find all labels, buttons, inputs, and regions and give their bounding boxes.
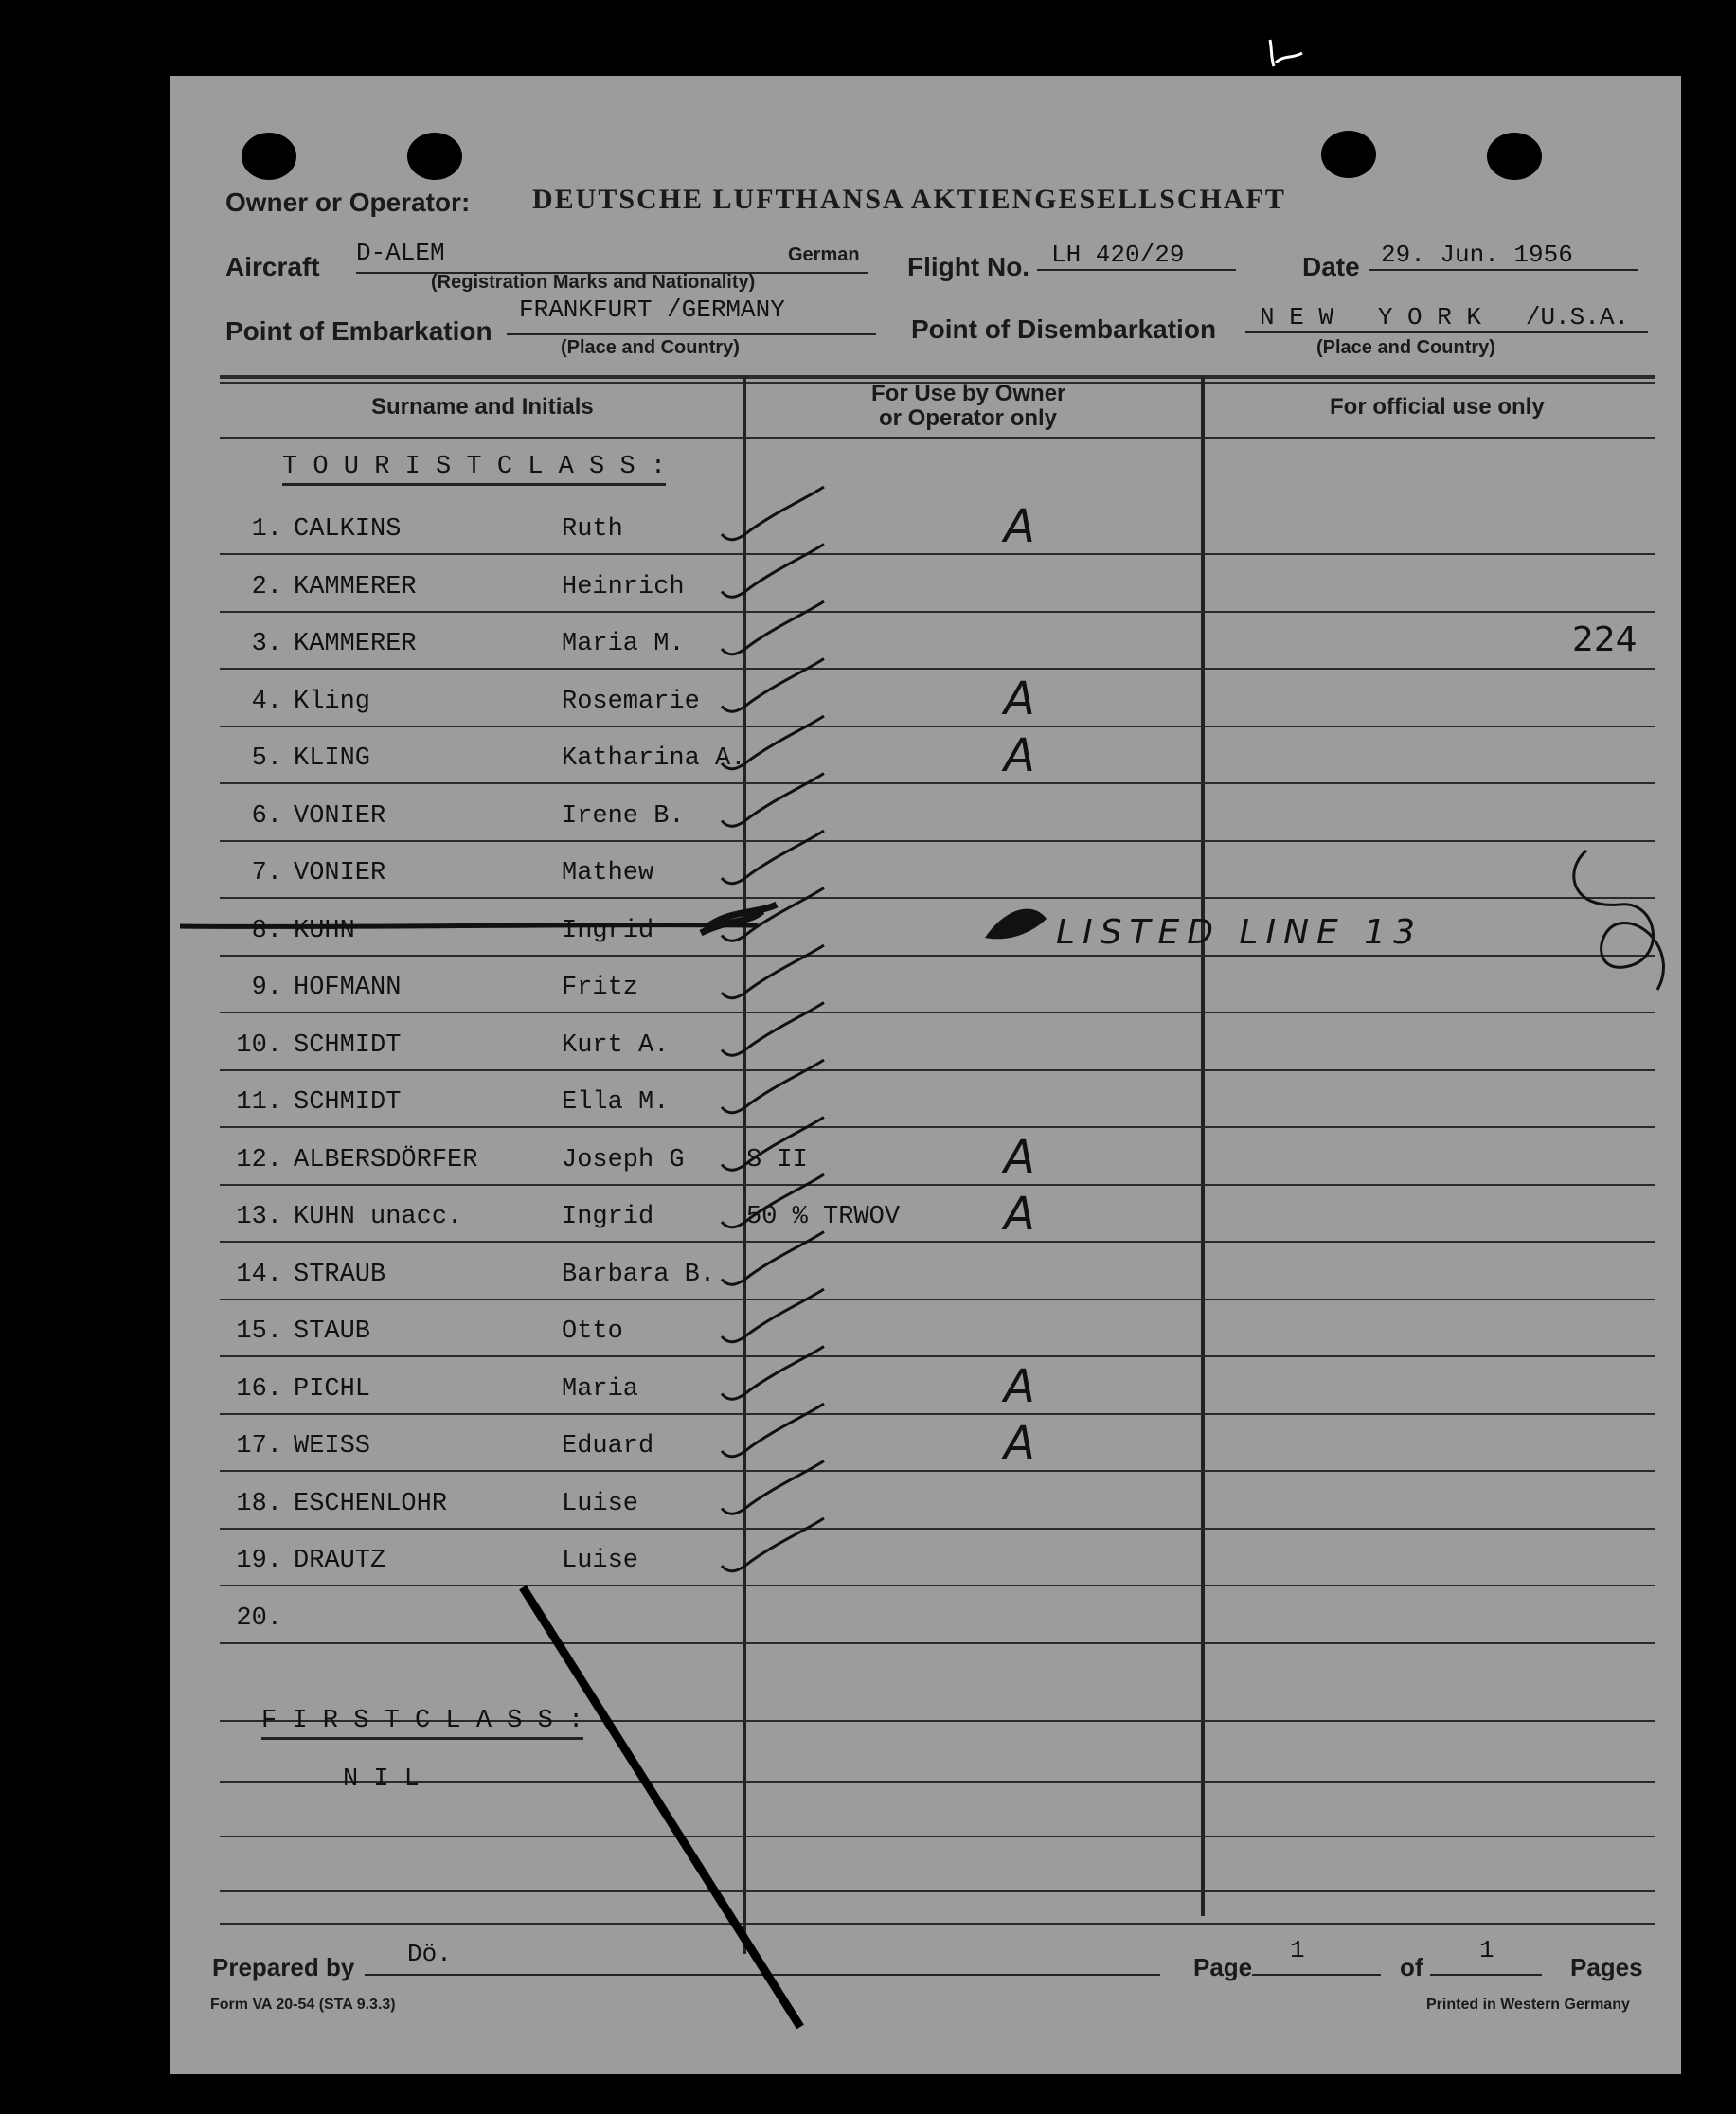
row-rule xyxy=(220,1585,1655,1586)
row-number: 12. xyxy=(236,1145,282,1174)
row-surname: SCHMIDT xyxy=(294,1030,402,1060)
row-surname: CALKINS xyxy=(294,515,402,544)
prepared-value: Dö. xyxy=(407,1940,452,1968)
table-row xyxy=(170,1359,1681,1413)
row-surname: HOFMANN xyxy=(294,974,402,1002)
embark-value: FRANKFURT /GERMANY xyxy=(519,296,785,324)
row-number: 20. xyxy=(236,1603,282,1633)
blank-rule xyxy=(220,1781,1655,1783)
table-top-rule xyxy=(220,375,1655,379)
row-given-name: Barbara B. xyxy=(562,1260,716,1289)
row-rule xyxy=(220,1299,1655,1300)
row-given-name: Mathew xyxy=(562,859,654,887)
row-rule xyxy=(220,782,1655,784)
disembark-underline xyxy=(1245,331,1648,333)
row-surname: PICHL xyxy=(294,1374,371,1404)
row-rule xyxy=(220,897,1655,899)
blank-rule xyxy=(220,1836,1655,1837)
row-handwritten-mark: A xyxy=(1004,500,1035,553)
row-number: 6. xyxy=(251,801,282,831)
row-given-name: Luise xyxy=(562,1547,639,1575)
row-given-name: Ella M. xyxy=(562,1088,670,1117)
row-owner-note: S II xyxy=(746,1145,808,1174)
aircraft-caption: (Registration Marks and Nationality) xyxy=(431,272,756,293)
disembark-value: N E W Y O R K /U.S.A. xyxy=(1260,303,1630,331)
row-given-name: Irene B. xyxy=(562,801,685,831)
table-row xyxy=(170,1130,1681,1184)
of-label: of xyxy=(1400,1953,1423,1981)
row-given-name: Luise xyxy=(562,1489,639,1518)
column-header-owner-2: or Operator only xyxy=(879,405,1058,431)
printed-note: Printed in Western Germany xyxy=(1426,1997,1630,2013)
row-rule xyxy=(220,1355,1655,1357)
row-number: 4. xyxy=(251,687,282,716)
row-given-name: Ingrid xyxy=(562,1203,654,1231)
row-number: 14. xyxy=(236,1260,282,1289)
section-tourist-class: T O U R I S T C L A S S : xyxy=(282,453,666,486)
row-rule xyxy=(220,553,1655,555)
pages-label: Pages xyxy=(1570,1953,1643,1981)
embark-underline xyxy=(507,333,876,335)
table-row xyxy=(170,974,1681,1012)
row-surname: ALBERSDÖRFER xyxy=(294,1145,478,1174)
row-rule xyxy=(220,726,1655,727)
row-surname: KAMMERER xyxy=(294,572,417,601)
aircraft-label: Aircraft xyxy=(225,252,320,281)
row-rule xyxy=(220,1241,1655,1243)
row-rule xyxy=(220,840,1655,842)
row-number: 2. xyxy=(251,572,282,601)
prepared-underline xyxy=(365,1974,1160,1976)
row-number: 17. xyxy=(236,1432,282,1460)
row-number: 13. xyxy=(236,1203,282,1231)
row-given-name: Joseph G xyxy=(562,1145,685,1174)
row-given-name: Kurt A. xyxy=(562,1030,670,1060)
table-row xyxy=(170,1604,1681,1642)
row-given-name: Katharina A. xyxy=(562,744,746,773)
table-row xyxy=(170,1490,1681,1528)
punch-hole xyxy=(1487,133,1542,180)
table-row xyxy=(170,912,1681,955)
row-surname: SCHMIDT xyxy=(294,1088,402,1117)
table-row xyxy=(170,672,1681,726)
flight-value: LH 420/29 xyxy=(1051,241,1185,269)
flight-label: Flight No. xyxy=(907,252,1030,281)
date-label: Date xyxy=(1302,252,1360,281)
row-given-name: Ruth xyxy=(562,515,623,544)
row-handwritten-mark: A xyxy=(1004,1188,1035,1241)
table-row xyxy=(170,1547,1681,1585)
column-header-surname: Surname and Initials xyxy=(371,394,594,420)
row-surname: DRAUTZ xyxy=(294,1547,386,1575)
row-surname: ESCHENLOHR xyxy=(294,1489,448,1518)
blank-rule xyxy=(220,1890,1655,1892)
section-first-class: F I R S T C L A S S : xyxy=(261,1707,583,1740)
form-id: Form VA 20-54 (STA 9.3.3) xyxy=(210,1997,396,2013)
row-surname: WEISS xyxy=(294,1432,371,1460)
row-number: 10. xyxy=(236,1030,282,1060)
column-header-owner-1: For Use by Owner xyxy=(871,381,1066,406)
row-given-name: Fritz xyxy=(562,974,639,1002)
page-underline xyxy=(1252,1974,1381,1976)
row-number: 19. xyxy=(236,1547,282,1575)
row-number: 16. xyxy=(236,1374,282,1404)
row-handwritten-mark: LISTED LINE 13 xyxy=(1056,912,1423,952)
row-handwritten-mark: A xyxy=(1004,1359,1035,1413)
row-rule xyxy=(220,611,1655,613)
row-number: 9. xyxy=(251,974,282,1002)
row-given-name: Heinrich xyxy=(562,572,685,601)
first-class-nil: N I L xyxy=(343,1765,421,1794)
punch-hole xyxy=(242,133,296,180)
row-given-name: Otto xyxy=(562,1317,623,1346)
row-surname: KAMMERER xyxy=(294,630,417,658)
row-rule xyxy=(220,1470,1655,1472)
row-number: 8. xyxy=(251,916,282,945)
disembark-label: Point of Disembarkation xyxy=(911,314,1217,344)
handwritten-scan-mark xyxy=(1264,38,1321,70)
row-surname: VONIER xyxy=(294,801,386,831)
row-surname: STAUB xyxy=(294,1317,371,1346)
table-row xyxy=(170,1317,1681,1355)
row-rule xyxy=(220,1642,1655,1644)
owner-value: DEUTSCHE LUFTHANSA AKTIENGESELLSCHAFT xyxy=(532,184,1286,215)
row-surname: KUHN unacc. xyxy=(294,1203,463,1231)
table-row xyxy=(170,802,1681,840)
row-number: 3. xyxy=(251,630,282,658)
row-number: 18. xyxy=(236,1489,282,1518)
embark-caption: (Place and Country) xyxy=(561,337,740,358)
page-value: 1 xyxy=(1290,1936,1305,1964)
punch-hole xyxy=(407,133,462,180)
prepared-label: Prepared by xyxy=(212,1953,355,1981)
row-handwritten-mark: A xyxy=(1004,1417,1035,1470)
blank-rule xyxy=(220,1923,1655,1925)
aircraft-value: D-ALEM xyxy=(356,239,445,267)
row-surname: VONIER xyxy=(294,859,386,887)
pages-value: 1 xyxy=(1479,1936,1494,1964)
table-row xyxy=(170,859,1681,897)
row-number: 7. xyxy=(251,859,282,887)
row-given-name: Maria M. xyxy=(562,630,685,658)
table-row xyxy=(170,1088,1681,1126)
large-diagonal-stroke xyxy=(523,1587,800,2027)
owner-label: Owner or Operator: xyxy=(225,188,471,217)
aircraft-nationality: German xyxy=(788,244,860,265)
manifest-sheet xyxy=(170,76,1681,2074)
row-number: 5. xyxy=(251,744,282,773)
row-surname: Kling xyxy=(294,687,371,716)
table-row xyxy=(170,1031,1681,1069)
row-number: 11. xyxy=(236,1088,282,1117)
row-handwritten-mark: A xyxy=(1004,672,1035,726)
page-label: Page xyxy=(1193,1953,1253,1981)
table-row xyxy=(170,500,1681,553)
row-rule xyxy=(220,1184,1655,1186)
row-surname: STRAUB xyxy=(294,1260,386,1289)
row-given-name: Ingrid xyxy=(562,916,654,945)
header-bottom-rule xyxy=(220,437,1655,439)
date-value: 29. Jun. 1956 xyxy=(1381,241,1573,269)
punch-hole xyxy=(1321,131,1376,178)
column-header-official: For official use only xyxy=(1330,394,1545,420)
disembark-caption: (Place and Country) xyxy=(1316,337,1495,358)
table-row xyxy=(170,729,1681,782)
row-rule xyxy=(220,1126,1655,1128)
pages-underline xyxy=(1430,1974,1542,1976)
row-official-note: 224 xyxy=(1572,620,1638,659)
flight-underline xyxy=(1037,269,1236,271)
table-row xyxy=(170,1261,1681,1299)
row-rule xyxy=(220,668,1655,670)
row-surname: KLING xyxy=(294,744,371,773)
embark-label: Point of Embarkation xyxy=(225,316,492,346)
row-given-name: Eduard xyxy=(562,1432,654,1460)
row-rule xyxy=(220,1069,1655,1071)
table-row xyxy=(170,573,1681,611)
date-underline xyxy=(1369,269,1638,271)
row-rule xyxy=(220,1528,1655,1530)
row-rule xyxy=(220,955,1655,957)
row-given-name: Maria xyxy=(562,1374,639,1404)
row-given-name: Rosemarie xyxy=(562,687,700,716)
table-row xyxy=(170,620,1681,668)
row-rule xyxy=(220,1413,1655,1415)
table-row xyxy=(170,1417,1681,1470)
row-handwritten-mark: A xyxy=(1004,1130,1035,1184)
row-rule xyxy=(220,1012,1655,1013)
row-number: 15. xyxy=(236,1317,282,1346)
row-number: 1. xyxy=(251,515,282,544)
row-handwritten-mark: A xyxy=(1004,729,1035,782)
row-owner-note: 50 % TRWOV xyxy=(746,1203,901,1231)
table-row xyxy=(170,1188,1681,1241)
row-surname: KUHN xyxy=(294,916,355,945)
